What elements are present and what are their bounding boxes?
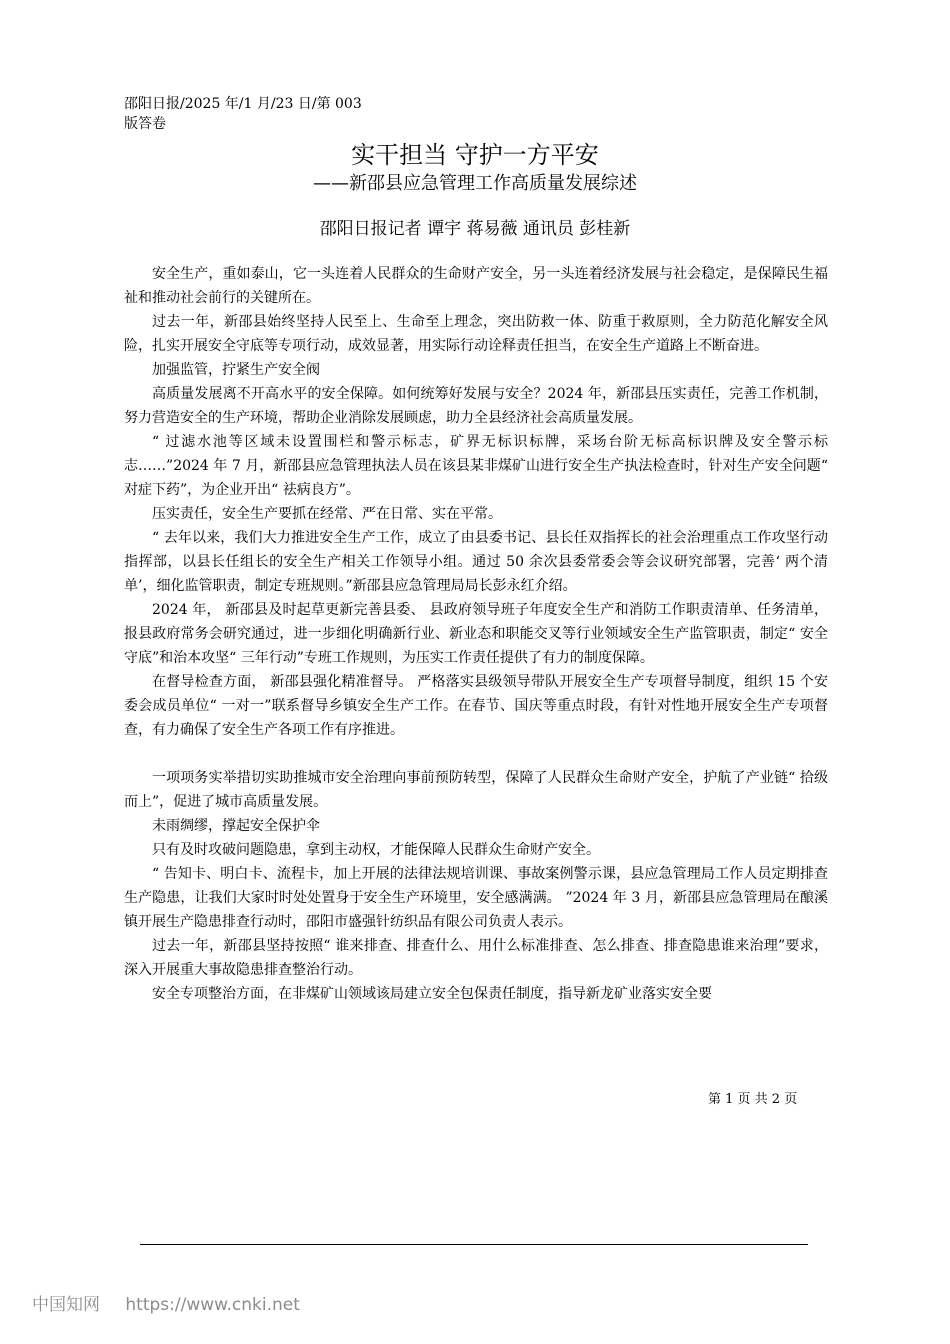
article-title: 实干担当 守护一方平安: [351, 141, 599, 169]
paragraph: 安全生产，重如泰山，它一头连着人民群众的生命财产安全，另一头连着经济发展与社会稳定，是保障民生福祉和推动社会前行的关键所在。: [124, 266, 828, 306]
cnki-watermark: [32, 1293, 300, 1317]
footer-divider: [140, 1244, 808, 1245]
paragraph: “ 过滤水池等区域未设置围栏和警示标志，矿界无标识标牌，采场台阶无标高标识牌及安全警示标志……”2024 年 7 月，新邵县应急管理执法人员在该县某非煤矿山进行安全生产执法检查时，针对生产安全问题“ 对症下药”，为企业开出“ 祛病良方”。: [124, 434, 828, 498]
paragraph: “ 去年以来，我们大力推进安全生产工作，成立了由县委书记、县长任双指挥长的社会治理重点工作攻坚行动指挥部，以县长任组长的安全生产相关工作领导小组。通过 50 余次县委常委会等会议研究部署，完善‘ 两个清单’，细化监管职责，制定专班规则。”新邵县应急管理局局长彭永红介绍。: [124, 530, 828, 594]
article-subtitle: ——新邵县应急管理工作高质量发展综述: [313, 173, 637, 194]
section-heading: 未雨绸缪，撑起安全保护伞: [152, 818, 320, 834]
paragraph: 压实责任，安全生产要抓在经常、严在日常、实在平常。: [152, 506, 502, 522]
paragraph: 只有及时攻破问题隐患，拿到主动权，才能保障人民群众生命财产安全。: [152, 842, 600, 858]
paragraph: 过去一年，新邵县始终坚持人民至上、生命至上理念，突出防救一体、防重于救原则，全力防范化解安全风险，扎实开展安全守底等专项行动，成效显著，用实际行动诠释责任担当，在安全生产道路上不断奋进。: [124, 314, 828, 354]
source-line: 邵阳日报/2025 年/1 月/23 日/第 003: [124, 96, 362, 112]
paragraph: 安全专项整治方面，在非煤矿山领域该局建立安全包保责任制度，指导新龙矿业落实安全要: [152, 986, 712, 1002]
page-number: 第 1 页 共 2 页: [708, 1092, 798, 1107]
watermark-brand: 中国知网: [32, 1295, 100, 1315]
source-header: [124, 94, 424, 134]
paragraph: “ 告知卡、明白卡、流程卡，加上开展的法律法规培训课、事故案例警示课，县应急管理局工作人员定期排查生产隐患，让我们大家时时处处置身于安全生产环境里，安全感满满。 ”2024 年 3 月，新邵县应急管理局在酿溪镇开展生产隐患排查行动时，邵阳市盛强针纺织品有限公司负责人表示。: [124, 866, 828, 930]
paragraph: 高质量发展离不开高水平的安全保障。如何统筹好发展与安全？2024 年，新邵县压实责任，完善工作机制，努力营造安全的生产环境，帮助企业消除发展顾虑，助力全县经济社会高质量发展。: [124, 386, 828, 426]
byline: 邵阳日报记者 谭宇 蒋易薇 通讯员 彭桂新: [319, 219, 631, 239]
paragraph: 2024 年， 新邵县及时起草更新完善县委、 县政府领导班子年度安全生产和消防工作职责清单、任务清单，报县政府常务会研究通过，进一步细化明确新行业、新业态和职能交叉等行业领域安全生产监管职责，制定“ 安全守底”和治本攻坚“ 三年行动”专班工作规则，为压实工作责任提供了有力的制度保障。: [124, 602, 828, 666]
section-heading: 加强监管，拧紧生产安全阀: [152, 362, 320, 378]
paragraph: 在督导检查方面， 新邵县强化精准督导。 严格落实县级领导带队开展安全生产专项督导制度，组织 15 个安委会成员单位“ 一对一”联系督导乡镇安全生产工作。在春节、国庆等重点时段，有针对性地开展安全生产专项督查，有力确保了安全生产各项工作有序推进。: [124, 674, 828, 738]
edition-line: 版答卷: [124, 116, 166, 132]
paragraph: 过去一年，新邵县坚持按照“ 谁来排查、排查什么、用什么标准排查、怎么排查、排查隐患谁来治理”要求，深入开展重大事故隐患排查整治行动。: [124, 938, 828, 978]
watermark-url: https://www.cnki.net: [125, 1295, 300, 1315]
paragraph: 一项项务实举措切实助推城市安全治理向事前预防转型，保障了人民群众生命财产安全，护航了产业链“ 拾级而上”，促进了城市高质量发展。: [124, 770, 828, 810]
article-body: [124, 262, 828, 1006]
